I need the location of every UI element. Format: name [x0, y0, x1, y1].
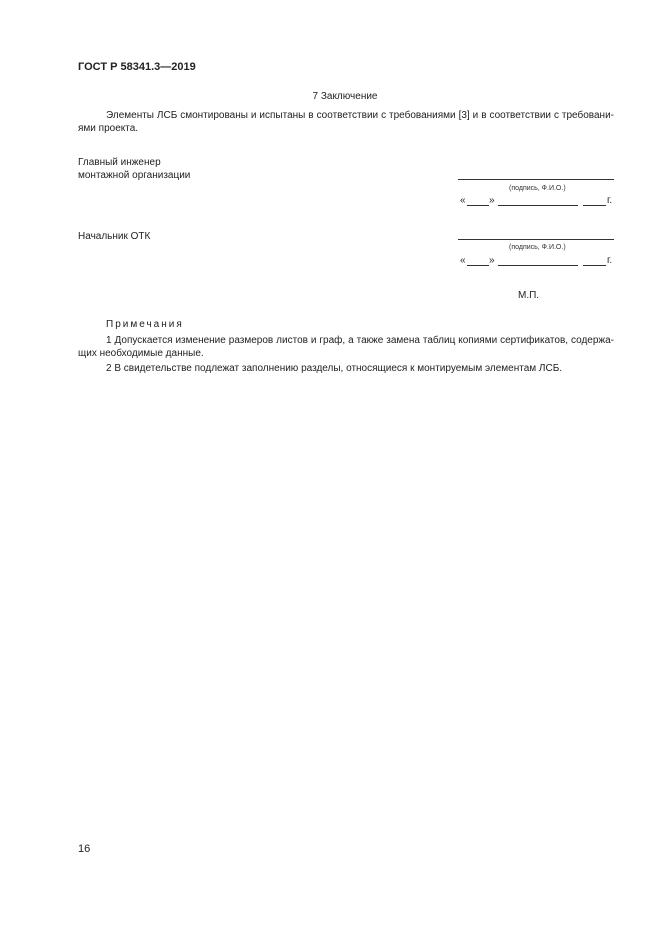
- date-open-quote-2: «: [460, 255, 466, 266]
- date-open-quote-1: «: [460, 195, 466, 206]
- signature-role-1-line-1: Главный инженер: [78, 157, 161, 168]
- signature-line-1: [458, 179, 614, 180]
- date-year-suffix-2: г.: [607, 255, 613, 266]
- note-2: 2 В свидетельстве подлежат заполнению разделы, относящиеся к монтируемым элементам ЛСБ.: [106, 363, 563, 374]
- date-year-line-2: [583, 265, 606, 266]
- section-title: 7 Заключение: [312, 91, 378, 102]
- page-number: 16: [78, 843, 91, 855]
- date-day-line-2: [467, 265, 489, 266]
- date-close-quote-2: »: [489, 255, 495, 266]
- signature-role-1-line-2: монтажной организации: [78, 170, 191, 181]
- notes-title: Примечания: [106, 319, 184, 330]
- date-month-line-2: [498, 265, 578, 266]
- signature-caption-1: (подпись, Ф.И.О.): [509, 185, 566, 192]
- signature-caption-2: (подпись, Ф.И.О.): [509, 244, 566, 251]
- signature-line-2: [458, 239, 614, 240]
- body-line-2: ями проекта.: [78, 123, 139, 134]
- document-id: ГОСТ Р 58341.3—2019: [78, 61, 196, 73]
- date-close-quote-1: »: [489, 195, 495, 206]
- signature-role-2: Начальник ОТК: [78, 231, 151, 242]
- note-1-line-1: 1 Допускается изменение размеров листов и граф, а также замена таблиц копиями сертификатов, содержа-: [106, 335, 614, 346]
- date-month-line-1: [498, 205, 578, 206]
- note-1-line-2: щих необходимые данные.: [78, 348, 204, 359]
- date-year-suffix-1: г.: [607, 195, 613, 206]
- stamp-label: М.П.: [518, 290, 540, 301]
- date-year-line-1: [583, 205, 606, 206]
- date-day-line-1: [467, 205, 489, 206]
- body-line-1: Элементы ЛСБ смонтированы и испытаны в соответствии с требованиями [3] и в соответствии с требовани-: [106, 110, 614, 121]
